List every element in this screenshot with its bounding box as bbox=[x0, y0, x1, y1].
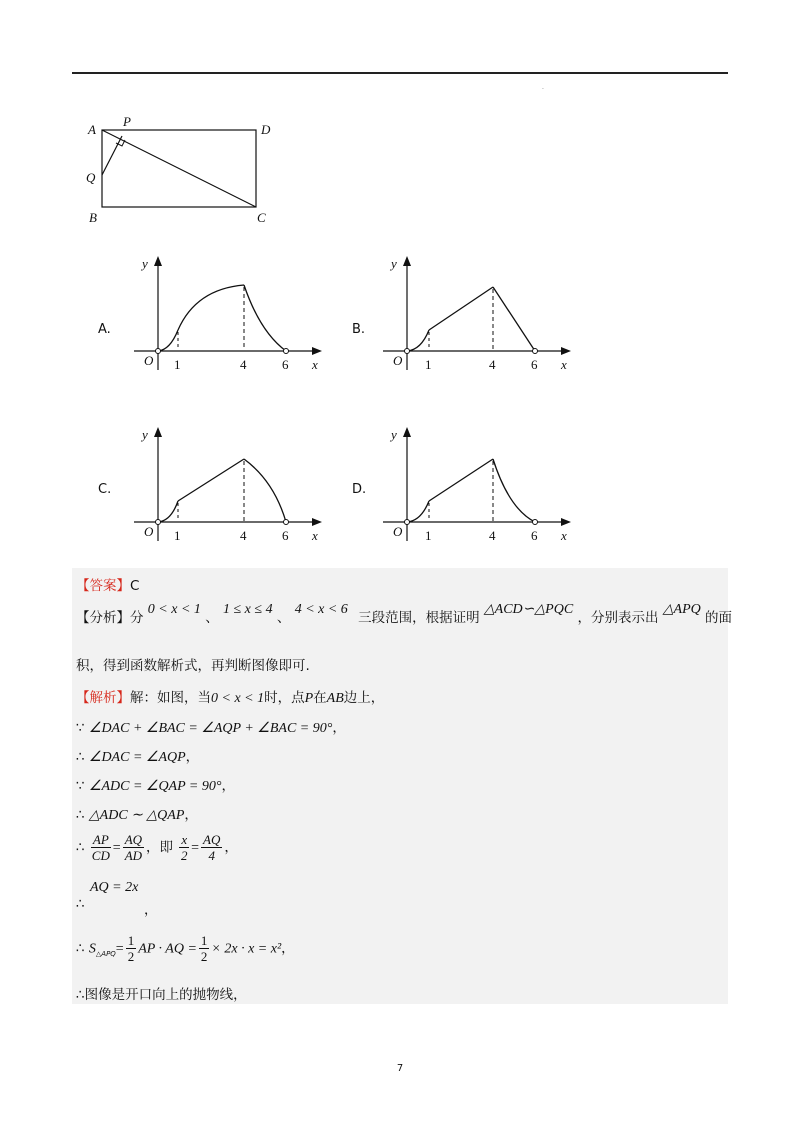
curve-piece-2 bbox=[178, 285, 244, 330]
end-hollow-dot bbox=[284, 520, 289, 525]
tick-1: 1 bbox=[174, 357, 181, 372]
detail-edge: 边上， bbox=[343, 690, 385, 706]
curve-piece-1 bbox=[158, 501, 178, 522]
analysis-pre: 分 bbox=[130, 610, 144, 626]
range-2: 1 ≤ x ≤ 4 bbox=[223, 602, 273, 617]
equation-2: ∠DAC = ∠AQP bbox=[88, 750, 186, 765]
denominator: AD bbox=[124, 848, 143, 863]
tick-6: 6 bbox=[282, 528, 289, 543]
denominator: 2 bbox=[127, 949, 135, 964]
origin-label: O bbox=[393, 524, 403, 539]
analysis-end: 的面 bbox=[705, 610, 733, 626]
fraction-aq-4 bbox=[201, 832, 222, 863]
tick-6: 6 bbox=[531, 528, 538, 543]
therefore-symbol: ∴ bbox=[76, 940, 85, 957]
fraction-half-2 bbox=[199, 933, 210, 964]
end-hollow-dot bbox=[533, 520, 538, 525]
equation-5-end: ， bbox=[224, 839, 238, 856]
equation-2-end: ， bbox=[185, 749, 200, 765]
equation-6-end: ， bbox=[144, 902, 158, 918]
detail-tag: 【解析】 bbox=[76, 690, 130, 706]
answer-line bbox=[76, 574, 139, 594]
analysis-mid2: ，分别表示出 bbox=[577, 610, 659, 626]
fraction-x-2 bbox=[179, 832, 189, 863]
tick-1: 1 bbox=[425, 528, 432, 543]
fraction-aq-ad bbox=[123, 832, 144, 863]
therefore-symbol: ∴ bbox=[76, 749, 85, 765]
y-arrow bbox=[403, 256, 411, 266]
triangle-apq: △APQ bbox=[662, 602, 701, 617]
y-arrow bbox=[154, 427, 162, 437]
label-q: Q bbox=[86, 170, 96, 185]
graph-option-d bbox=[375, 423, 585, 553]
y-label: y bbox=[142, 427, 148, 442]
analysis-line-2: 积，得到函数解析式，再判断图像即可. bbox=[76, 658, 310, 674]
equation-4: △ADC ∼ △QAP bbox=[88, 808, 185, 823]
curve-piece-1 bbox=[407, 501, 429, 522]
equation-6: AQ = 2x bbox=[90, 880, 139, 895]
answer-tag: 【答案】 bbox=[76, 578, 130, 594]
curve-piece-2 bbox=[429, 287, 493, 330]
equation-line-3 bbox=[76, 774, 235, 795]
ji-text: ，即 bbox=[146, 839, 174, 856]
conclusion-text: 图像是开口向上的抛物线， bbox=[84, 987, 247, 1003]
area-line: ∴ $S_{\triangle APQ}=$ $\frac{1}{2}$ AP · AQ = $\frac{1}{2}$ × 2x · x = x²， bbox=[76, 933, 295, 964]
area-subscript: △APQ bbox=[95, 950, 116, 959]
equation-3-end: ， bbox=[221, 778, 235, 794]
option-a-label: A. bbox=[98, 322, 111, 337]
equation-1-end: ， bbox=[332, 720, 346, 736]
numerator: x bbox=[181, 832, 188, 847]
detail-p: P bbox=[304, 691, 314, 706]
label-b: B bbox=[89, 210, 97, 225]
therefore-symbol: ∴ bbox=[76, 896, 85, 912]
analysis-mid: 三段范围，根据证明 bbox=[358, 610, 480, 626]
origin-label: O bbox=[393, 353, 403, 368]
because-symbol: ∵ bbox=[76, 720, 85, 736]
therefore-symbol: ∴ bbox=[76, 807, 85, 823]
curve-piece-2 bbox=[429, 459, 493, 501]
curve-piece-1 bbox=[158, 330, 178, 351]
page-number: 7 bbox=[396, 1063, 404, 1074]
tick-1: 1 bbox=[174, 528, 181, 543]
label-p: P bbox=[123, 114, 131, 129]
numerator: AQ bbox=[124, 832, 143, 847]
y-label: y bbox=[391, 427, 397, 442]
curve-piece-3 bbox=[244, 459, 286, 522]
rectangle-figure bbox=[80, 112, 280, 230]
numerator: AP bbox=[92, 832, 109, 847]
similar-triangles: △ACD∽△PQC bbox=[483, 602, 574, 617]
curve-piece-3 bbox=[244, 285, 286, 351]
tick-4: 4 bbox=[240, 357, 247, 372]
numerator: 1 bbox=[127, 933, 135, 948]
equation-line-5: ∴ $\frac{AP}{CD}$ = $\frac{AQ}{AD}$ ，即 $\frac{x}{2}$ = $\frac{AQ}{4}$ ， bbox=[76, 832, 238, 863]
numerator: AQ bbox=[203, 832, 221, 847]
option-d-label: D. bbox=[352, 482, 367, 497]
detail-on: 在 bbox=[313, 690, 327, 706]
label-d: D bbox=[261, 122, 271, 137]
denominator: 2 bbox=[200, 949, 208, 964]
x-label: x bbox=[312, 528, 318, 543]
range-3: 4 < x < 6 bbox=[294, 602, 348, 617]
curve-piece-1 bbox=[407, 330, 429, 351]
denominator: CD bbox=[91, 848, 110, 863]
equation-1: ∠DAC + ∠BAC = ∠AQP + ∠BAC = 90° bbox=[88, 721, 333, 736]
tick-4: 4 bbox=[489, 528, 496, 543]
tick-6: 6 bbox=[531, 357, 538, 372]
fraction-half bbox=[126, 933, 137, 964]
x-label: x bbox=[561, 528, 567, 543]
graph-option-a bbox=[126, 252, 336, 382]
therefore-symbol: ∴ bbox=[76, 987, 85, 1003]
denominator: 4 bbox=[208, 848, 215, 863]
x-arrow bbox=[312, 518, 322, 526]
x-arrow bbox=[561, 347, 571, 355]
detail-ab: AB bbox=[326, 691, 344, 706]
area-comma: ， bbox=[281, 940, 295, 957]
header-rule bbox=[72, 72, 728, 74]
because-symbol: ∵ bbox=[76, 778, 85, 794]
detail-intro: 解：如图，当 bbox=[130, 690, 211, 706]
label-c: C bbox=[257, 210, 266, 225]
x-label: x bbox=[561, 357, 567, 372]
tick-4: 4 bbox=[240, 528, 247, 543]
tick-1: 1 bbox=[425, 357, 432, 372]
detail-when: 时，点 bbox=[264, 690, 305, 706]
origin-hollow-dot bbox=[156, 349, 161, 354]
label-a: A bbox=[88, 122, 96, 137]
fraction-ap-cd bbox=[91, 832, 111, 863]
option-c-label: C. bbox=[98, 482, 112, 497]
analysis-line bbox=[76, 602, 733, 627]
range-1: 0 < x < 1 bbox=[147, 602, 201, 617]
end-hollow-dot bbox=[533, 349, 538, 354]
origin-hollow-dot bbox=[405, 349, 410, 354]
tick-4: 4 bbox=[489, 357, 496, 372]
graph-option-b bbox=[375, 252, 585, 382]
y-label: y bbox=[142, 256, 148, 271]
denominator: 2 bbox=[180, 848, 188, 863]
tick-6: 6 bbox=[282, 357, 289, 372]
y-arrow bbox=[154, 256, 162, 266]
equation-3: ∠ADC = ∠QAP = 90° bbox=[88, 779, 222, 794]
origin-label: O bbox=[144, 524, 154, 539]
x-label: x bbox=[312, 357, 318, 372]
equation-line-2 bbox=[76, 745, 199, 766]
analysis-tag: 【分析】 bbox=[76, 610, 130, 626]
diagonal-ac bbox=[102, 130, 256, 207]
origin-hollow-dot bbox=[405, 520, 410, 525]
curve-piece-3 bbox=[493, 459, 535, 522]
detail-range: 0 < x < 1 bbox=[211, 691, 265, 706]
area-mid: AP · AQ = bbox=[138, 941, 197, 957]
curve-piece-2 bbox=[178, 459, 244, 501]
area-end: × 2x · x = x² bbox=[211, 941, 282, 957]
segment-qp bbox=[102, 136, 122, 175]
x-arrow bbox=[312, 347, 322, 355]
origin-hollow-dot bbox=[156, 520, 161, 525]
header-dot: . bbox=[542, 84, 544, 91]
detail-intro-line bbox=[76, 686, 384, 707]
graph-option-c bbox=[126, 423, 336, 553]
separator-1: 、 bbox=[205, 610, 219, 626]
answer-value: C bbox=[130, 578, 140, 594]
equation-line-6 bbox=[76, 880, 158, 918]
y-arrow bbox=[403, 427, 411, 437]
x-arrow bbox=[561, 518, 571, 526]
numerator: 1 bbox=[200, 933, 208, 948]
equation-line-4 bbox=[76, 803, 198, 824]
origin-label: O bbox=[144, 353, 154, 368]
area-symbol: S bbox=[88, 941, 96, 957]
separator-2: 、 bbox=[276, 610, 291, 626]
end-hollow-dot bbox=[284, 349, 289, 354]
equation-line-1 bbox=[76, 716, 346, 737]
y-label: y bbox=[391, 256, 397, 271]
conclusion-line bbox=[76, 983, 247, 1003]
therefore-symbol: ∴ bbox=[76, 839, 85, 856]
equation-4-end: ， bbox=[184, 807, 198, 823]
curve-piece-3 bbox=[493, 287, 535, 351]
option-b-label: B. bbox=[352, 322, 366, 337]
